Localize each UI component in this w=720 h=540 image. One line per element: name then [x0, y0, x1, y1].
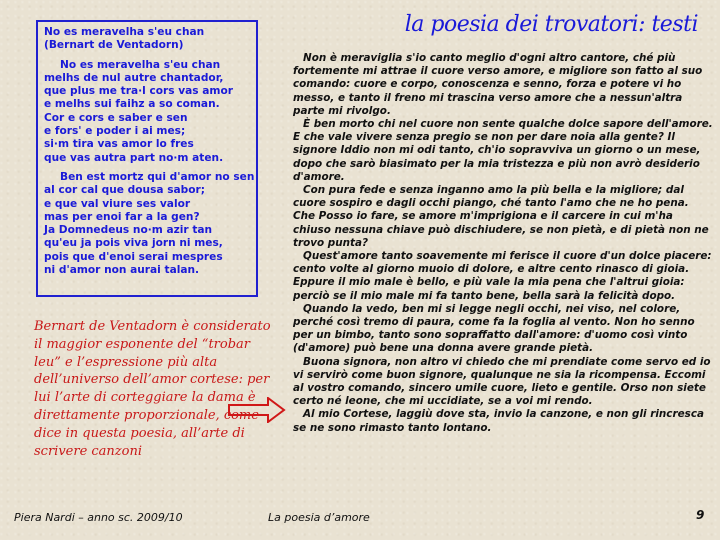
poem-line: Cor e cors e saber e sen: [44, 111, 188, 124]
poem-stanza-1: [44, 59, 256, 165]
original-poem-box: [36, 20, 258, 297]
poem-line: qu'eu ja pois viva jorn ni mes,: [44, 237, 223, 250]
poem-line: melhs de nul autre chantador,: [44, 71, 224, 84]
commentary-text: Bernart de Ventadorn è considerato il maggior esponente del “trobar leu” e l’espressione più alta dell’universo dell’amor cortese: per lui l’arte di corteggiare la dama è direttamente proporzionale, come dice in questa poesia, all’arte di scrivere canzoni: [34, 319, 271, 459]
footer-topic: La poesia d’amore: [268, 511, 370, 524]
translation-paragraph: Con pura fede e senza inganno amo la più bella e la migliore; dal cuore sospiro e dagli occhi piango, ché tanto l'amo che ne ho pena. Che Posso io fare, se amore m'imprigiona e il carcere in cui m'ha chiuso nessuna chiave può dischiudere, se non pietà, e di pietà non ne trovo punta?: [293, 184, 709, 249]
poem-title: No es meravelha s'eu chan: [44, 26, 205, 38]
translation-paragraph: Quest'amore tanto soavemente mi ferisce il cuore d'un dolce piacere: cento volte al giorno muoio di dolore, e altre cento rinasco di gioia. Eppure il mio male è bello, e più vale la mia pena che l'altrui gioia: perciò se il mio male mi fa tanto bene, bella sarà la felicità dopo.: [293, 250, 712, 302]
right-arrow-icon: [228, 397, 286, 423]
poem-line: Ben est mortz qui d'amor no sen: [60, 170, 255, 183]
poem-line: ni d'amor non aurai talan.: [44, 264, 200, 277]
poem-line: e melhs sui faihz a so coman.: [44, 98, 220, 111]
translation-paragraph: Buona signora, non altro vi chiedo che mi prendiate come servo ed io vi servirò come buon signore, qualunque ne sia la ricompensa. Eccomi al vostro comando, sincero umile cuore, lieto e gentile. Orso non siete certo né leone, che mi uccidiate, se a voi mi rendo.: [293, 355, 711, 408]
translation-paragraph: Non è meraviglia s'io canto meglio d'ogni altro cantore, ché più fortemente mi attrae il cuore verso amore, e migliore son fatto al suo comando: cuore e corpo, conoscenza e senno, forza e potere vi ho messo, e tanto il freno mi trascina verso amore che a nessun'altra parte mi rivolgo.: [293, 52, 703, 117]
poem-line: que plus me tra·l cors vas amor: [44, 85, 233, 98]
slide-title: la poesia dei trovatori: testi: [404, 12, 698, 37]
poem-line: No es meravelha s'eu chan: [60, 58, 221, 71]
poem-line: si·m tira vas amor lo fres: [44, 138, 194, 151]
poem-line: e fors' e poder i ai mes;: [44, 125, 186, 138]
poem-line: que vas autra part no·m aten.: [44, 151, 224, 164]
poem-line: mas per enoi far a la gen?: [44, 210, 200, 223]
translation-paragraph: È ben morto chi nel cuore non sente qualche dolce sapore dell'amore. E che vale vivere senza pregio se non per dare noia alla gente? Il signore Iddio non mi odi tanto, ch'io sopravviva un giorno o un mese, dopo che sarò biasimato per la mia tristezza e più non avrò desiderio d'amore.: [293, 118, 713, 183]
footer-author: Piera Nardi – anno sc. 2009/10: [14, 511, 183, 524]
poem-line: Ja Domnedeus no·m azir tan: [44, 224, 213, 237]
poem-line: pois que d'enoi serai mespres: [44, 250, 223, 263]
poem-heading: [44, 26, 256, 53]
italian-translation: [293, 52, 713, 435]
poem-line: al cor cal que dousa sabor;: [44, 184, 206, 197]
poem-author: (Bernart de Ventadorn): [44, 39, 184, 52]
translation-paragraph: Al mio Cortese, laggiù dove sta, invio la canzone, e non gli rincresca se ne sono rimasto tanto lontano.: [293, 408, 704, 434]
poem-stanza-2: [44, 171, 256, 277]
page-number: 9: [696, 508, 705, 522]
poem-line: e que val viure ses valor: [44, 197, 191, 210]
translation-paragraph: Quando la vedo, ben mi si legge negli occhi, nei viso, nel colore, perché così tremo di paura, come fa la foglia al vento. Non ho senno per un bimbo, tanto sono sopraffatto dall'amore: d'uomo così vinto (d'amore) può bene una donna avere grande pietà.: [293, 302, 695, 355]
